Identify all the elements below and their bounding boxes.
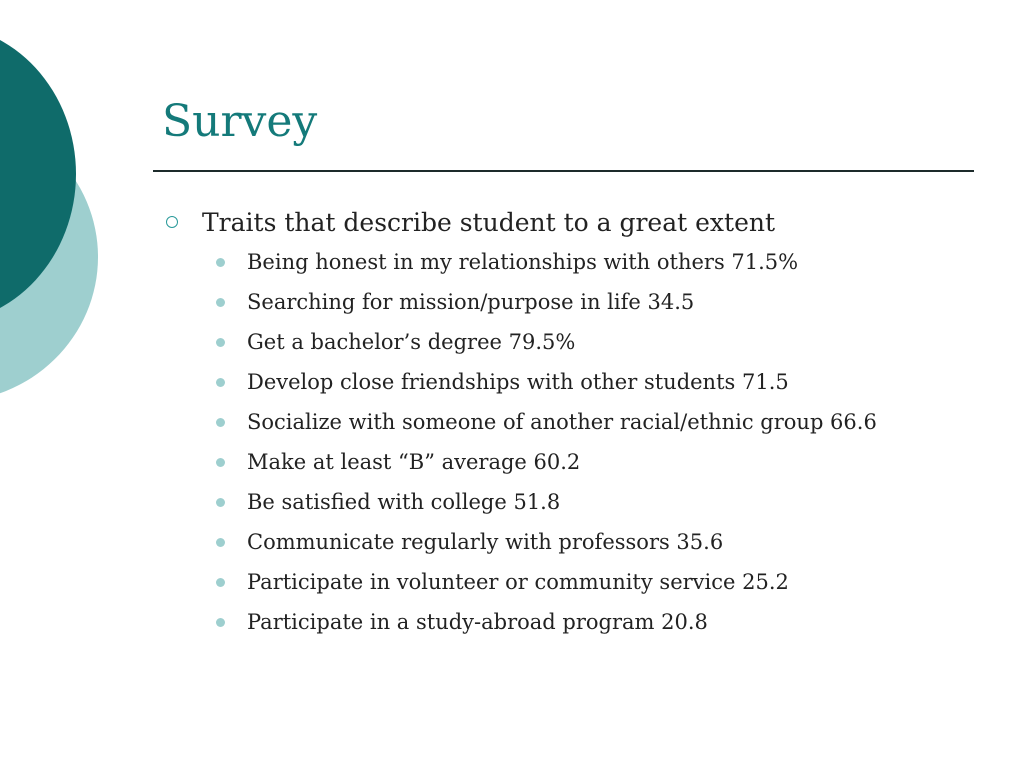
list-item: [160, 442, 980, 482]
list-item: [160, 402, 980, 442]
hollow-circle-bullet-icon: [166, 216, 178, 228]
list-item-text: Participate in a study-abroad program 20.8: [247, 610, 708, 634]
list-item: [160, 602, 980, 642]
dot-bullet-icon: [216, 618, 225, 627]
dot-bullet-icon: [216, 338, 225, 347]
list-item-text: Being honest in my relationships with others 71.5%: [247, 250, 799, 274]
list-item: [160, 562, 980, 602]
dot-bullet-icon: [216, 258, 225, 267]
list-item-text: Communicate regularly with professors 35.6: [247, 530, 724, 554]
dot-bullet-icon: [216, 378, 225, 387]
slide-title: Survey: [162, 96, 318, 147]
list-item: [160, 362, 980, 402]
list-item-text: Participate in volunteer or community service 25.2: [247, 570, 789, 594]
list-item-text: Get a bachelor’s degree 79.5%: [247, 330, 576, 354]
main-bullet-point: [160, 202, 980, 242]
list-item: [160, 242, 980, 282]
dot-bullet-icon: [216, 498, 225, 507]
title-divider: [153, 170, 974, 172]
dot-bullet-icon: [216, 458, 225, 467]
list-item: [160, 522, 980, 562]
dot-bullet-icon: [216, 418, 225, 427]
sub-bullet-list: [160, 242, 980, 642]
main-bullet-text: Traits that describe student to a great extent: [202, 207, 776, 237]
list-item: [160, 482, 980, 522]
slide-content: [160, 202, 980, 642]
list-item: [160, 322, 980, 362]
dot-bullet-icon: [216, 298, 225, 307]
dot-bullet-icon: [216, 578, 225, 587]
list-item-text: Develop close friendships with other students 71.5: [247, 370, 789, 394]
list-item-text: Socialize with someone of another racial/ethnic group 66.6: [247, 410, 877, 434]
list-item-text: Searching for mission/purpose in life 34.5: [247, 290, 695, 314]
list-item-text: Be satisfied with college 51.8: [247, 490, 561, 514]
list-item: [160, 282, 980, 322]
dot-bullet-icon: [216, 538, 225, 547]
list-item-text: Make at least “B” average 60.2: [247, 450, 581, 474]
